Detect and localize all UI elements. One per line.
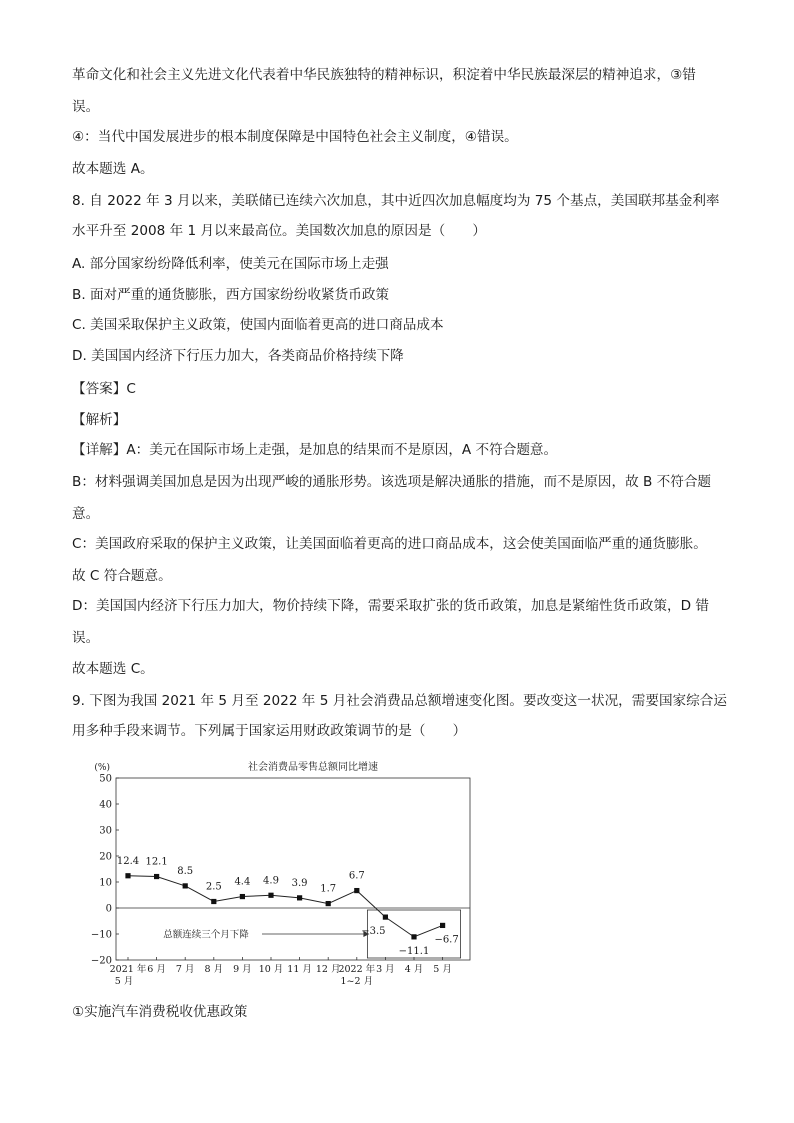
text-line-l14: B：材料强调美国加息是因为出现严峻的通胀形势。该选项是解决通胀的措施，而不是原因，故 B 不符合题 <box>72 474 712 490</box>
text-line-l3: ④：当代中国发展进步的根本制度保障是中国特色社会主义制度，④错误。 <box>72 129 518 145</box>
y-tick-label: 20 <box>99 851 112 863</box>
text-line-l19: 误。 <box>72 630 100 646</box>
text-line-l17: 故 C 符合题意。 <box>72 568 172 584</box>
data-point-marker <box>125 873 130 878</box>
data-label: 8.5 <box>177 865 194 877</box>
text-line-l8: B. 面对严重的通货膨胀，西方国家纷纷收紧货币政策 <box>72 287 390 303</box>
y-tick-label: 50 <box>99 773 112 785</box>
data-label: 12.1 <box>145 856 168 868</box>
text-line-l6: 水平升至 2008 年 1 月以来最高位。美国数次加息的原因是（ ） <box>72 223 486 239</box>
text-line-l12: 【解析】 <box>72 412 127 428</box>
x-tick-label: 12 月 <box>315 964 341 975</box>
x-tick-label: 2021 年 <box>109 964 147 975</box>
text-line-l7: A. 部分国家纷纷降低利率，使美元在国际市场上走强 <box>72 256 389 272</box>
text-line-l2: 误。 <box>72 99 100 115</box>
series-line <box>128 876 443 937</box>
data-point-marker <box>383 915 388 920</box>
data-label: 4.9 <box>263 875 279 887</box>
x-tick-label: 6 月 <box>147 964 166 975</box>
text-line-l20: 故本题选 C。 <box>72 661 154 677</box>
data-point-marker <box>354 888 359 893</box>
data-point-marker <box>240 894 245 899</box>
retail-sales-growth-chart <box>88 752 488 1002</box>
x-tick-label: 10 月 <box>258 964 284 975</box>
x-tick-label-line2: 5 月 <box>114 976 134 987</box>
data-label: 1.7 <box>320 883 337 895</box>
data-point-marker <box>440 923 445 928</box>
y-axis-unit: (%) <box>94 763 110 773</box>
text-line-l22: 用多种手段来调节。下列属于国家运用财政政策调节的是（ ） <box>72 723 467 739</box>
text-line-l4: 故本题选 A。 <box>72 161 154 177</box>
y-tick-label: 0 <box>105 903 112 915</box>
data-point-marker <box>154 874 159 879</box>
text-line-l1: 革命文化和社会主义先进文化代表着中华民族独特的精神标识，积淀着中华民族最深层的精神追求，③错 <box>72 67 696 83</box>
text-line-l10: D. 美国国内经济下行压力加大，各类商品价格持续下降 <box>72 348 404 364</box>
data-label: −3.5 <box>361 926 386 938</box>
x-tick-label: 4 月 <box>404 964 424 975</box>
y-tick-label: 10 <box>99 877 112 889</box>
text-line-l21: 9. 下图为我国 2021 年 5 月至 2022 年 5 月社会消费品总额增速变化图。要改变这一状况，需要国家综合运 <box>72 693 727 709</box>
data-label: 4.4 <box>234 876 251 888</box>
y-tick-label: 30 <box>99 825 112 837</box>
y-tick-label: 40 <box>99 799 112 811</box>
chart-title: 社会消费品零售总额同比增速 <box>248 762 378 773</box>
data-label: 2.5 <box>205 881 222 893</box>
data-point-marker <box>268 893 273 898</box>
x-tick-label: 3 月 <box>376 964 395 975</box>
text-line-l15: 意。 <box>72 506 100 522</box>
text-line-l23: ①实施汽车消费税收优惠政策 <box>72 1004 248 1020</box>
text-line-l5: 8. 自 2022 年 3 月以来，美联储已连续六次加息，其中近四次加息幅度均为 75 个基点，美国联邦基金利率 <box>72 193 720 209</box>
data-point-marker <box>326 901 331 906</box>
text-line-l18: D：美国国内经济下行压力加大，物价持续下降，需要采取扩张的货币政策，加息是紧缩性货币政策，D 错 <box>72 598 709 614</box>
x-tick-label: 2022 年 <box>338 964 376 975</box>
x-tick-label-line2: 1~2 月 <box>340 976 374 987</box>
data-label: −6.7 <box>434 934 459 946</box>
y-tick-label: −10 <box>90 929 112 941</box>
chart-svg <box>88 752 488 1002</box>
x-tick-label: 8 月 <box>204 964 224 975</box>
text-line-l11: 【答案】C <box>72 381 136 397</box>
annotation-text: 总额连续三个月下降 <box>163 929 249 941</box>
x-tick-label: 9 月 <box>233 964 252 975</box>
data-label: −11.1 <box>398 945 430 957</box>
text-line-l9: C. 美国采取保护主义政策，使国内面临着更高的进口商品成本 <box>72 317 444 333</box>
data-point-marker <box>411 934 416 939</box>
data-label: 6.7 <box>348 870 365 882</box>
x-tick-label: 11 月 <box>287 964 312 975</box>
x-tick-label: 7 月 <box>175 964 195 975</box>
data-point-marker <box>297 895 302 900</box>
data-label: 3.9 <box>291 877 308 889</box>
text-line-l13: 【详解】A：美元在国际市场上走强，是加息的结果而不是原因，A 不符合题意。 <box>72 442 558 458</box>
text-line-l16: C：美国政府采取的保护主义政策，让美国面临着更高的进口商品成本，这会使美国面临严重的通货膨胀。 <box>72 536 707 552</box>
data-label: 12.4 <box>116 855 140 867</box>
data-point-marker <box>211 899 216 904</box>
data-point-marker <box>183 883 188 888</box>
x-tick-label: 5 月 <box>433 964 452 975</box>
y-tick-label: −20 <box>90 955 112 967</box>
